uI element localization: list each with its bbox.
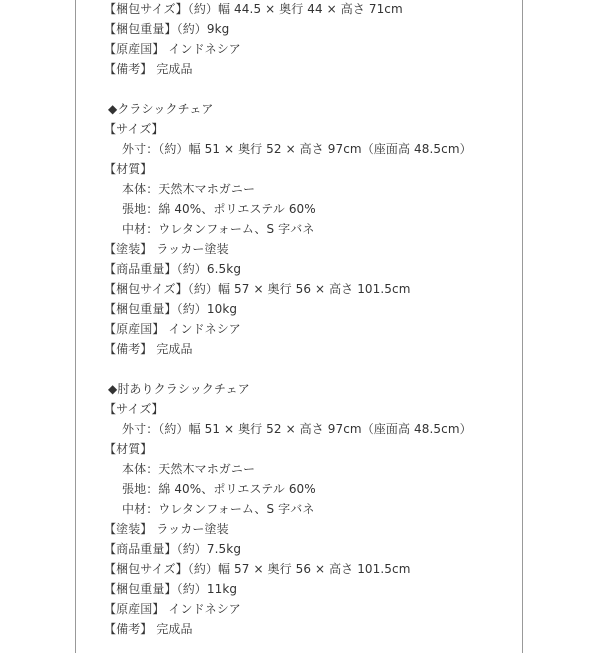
armchair-size-value: 外寸：（約）幅 51 × 奥行 52 × 高さ 97cm（座面高 48.5cm） — [122, 422, 472, 436]
armchair-package-weight-line: 【梱包重量】（約）11kg — [104, 582, 238, 596]
classic-note-line: 【備考】 完成品 — [104, 342, 193, 356]
classic-material-fabric: 張地：綿 40%、ポリエステル 60% — [122, 202, 316, 216]
section-spacer — [104, 359, 522, 379]
classic-paint-line: 【塗装】 ラッカー塗装 — [104, 242, 229, 256]
armchair-origin-line: 【原産国】 インドネシア — [104, 602, 241, 616]
classic-package-size-line: 【梱包サイズ】（約）幅 57 × 奥行 56 × 高さ 101.5cm — [104, 282, 411, 296]
note-line: 【備考】 完成品 — [104, 62, 193, 76]
classic-size-value: 外寸：（約）幅 51 × 奥行 52 × 高さ 97cm（座面高 48.5cm） — [122, 142, 472, 156]
classic-size-label: 【サイズ】 — [104, 122, 164, 136]
armchair-heading: ◆肘ありクラシックチェア — [108, 382, 250, 396]
classic-material-filling: 中材：ウレタンフォーム、S 字バネ — [122, 222, 315, 236]
armchair-paint-line: 【塗装】 ラッカー塗装 — [104, 522, 229, 536]
classic-material-label: 【材質】 — [104, 162, 153, 176]
classic-origin-line: 【原産国】 インドネシア — [104, 322, 241, 336]
armchair-material-label: 【材質】 — [104, 442, 153, 456]
armchair-note-line: 【備考】 完成品 — [104, 622, 193, 636]
armchair-material-body: 本体：天然木マホガニー — [122, 462, 256, 476]
classic-package-weight-line: 【梱包重量】（約）10kg — [104, 302, 238, 316]
spec-panel — [75, 0, 523, 653]
classic-material-body: 本体：天然木マホガニー — [122, 182, 256, 196]
section-spacer — [104, 79, 522, 99]
armchair-package-size-line: 【梱包サイズ】（約）幅 57 × 奥行 56 × 高さ 101.5cm — [104, 562, 411, 576]
spec-content — [104, 0, 522, 639]
classic-chair-heading: ◆クラシックチェア — [108, 102, 214, 116]
origin-line: 【原産国】 インドネシア — [104, 42, 241, 56]
armchair-product-weight-line: 【商品重量】（約）7.5kg — [104, 542, 242, 556]
armchair-material-filling: 中材：ウレタンフォーム、S 字バネ — [122, 502, 315, 516]
armchair-material-fabric: 張地：綿 40%、ポリエステル 60% — [122, 482, 316, 496]
package-size-line: 【梱包サイズ】（約）幅 44.5 × 奥行 44 × 高さ 71cm — [104, 2, 403, 16]
armchair-size-label: 【サイズ】 — [104, 402, 164, 416]
package-weight-line: 【梱包重量】（約）9kg — [104, 22, 230, 36]
classic-product-weight-line: 【商品重量】（約）6.5kg — [104, 262, 242, 276]
